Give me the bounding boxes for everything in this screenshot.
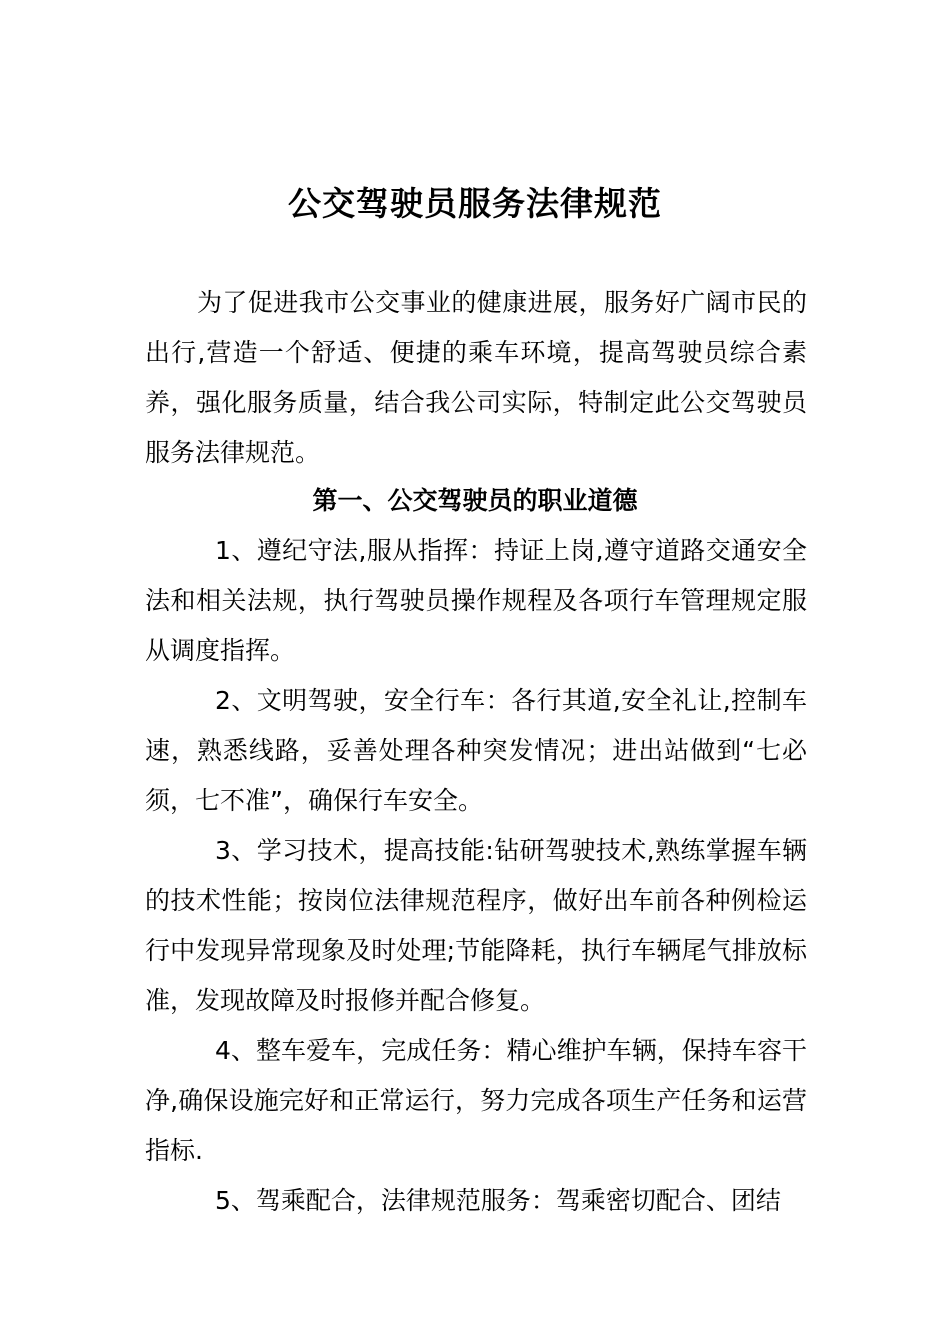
- section-item-1: 1、遵纪守法,服从指挥：持证上岗,遵守道路交通安全法和相关法规，执行驾驶员操作规程及各项行车管理规定服从调度指挥。: [145, 536, 807, 665]
- section-item-5: 5、驾乘配合，法律规范服务：驾乘密切配合、团结: [215, 1186, 781, 1215]
- document-title: 公交驾驶员服务法律规范: [288, 184, 662, 223]
- section-heading: 第一、公交驾驶员的职业道德: [312, 486, 638, 515]
- section-item-4: 4、整车爱车，完成任务：精心维护车辆，保持车容干净,确保设施完好和正常运行，努力完成各项生产任务和运营指标.: [145, 1036, 807, 1165]
- section-item-2: 2、文明驾驶，安全行车：各行其道,安全礼让,控制车速，熟悉线路，妥善处理各种突发情况；进出站做到“七必须，七不准”，确保行车安全。: [145, 686, 807, 815]
- section-item-3: 3、学习技术，提高技能:钻研驾驶技术,熟练掌握车辆的技术性能；按岗位法律规范程序，做好出车前各种例检运行中发现异常现象及时处理;节能降耗，执行车辆尾气排放标准，发现故障及时报修并配合修复。: [145, 836, 807, 1015]
- intro-paragraph: 为了促进我市公交事业的健康进展，服务好广阔市民的出行,营造一个舒适、便捷的乘车环境，提高驾驶员综合素养，强化服务质量，结合我公司实际，特制定此公交驾驶员服务法律规范。: [145, 288, 807, 467]
